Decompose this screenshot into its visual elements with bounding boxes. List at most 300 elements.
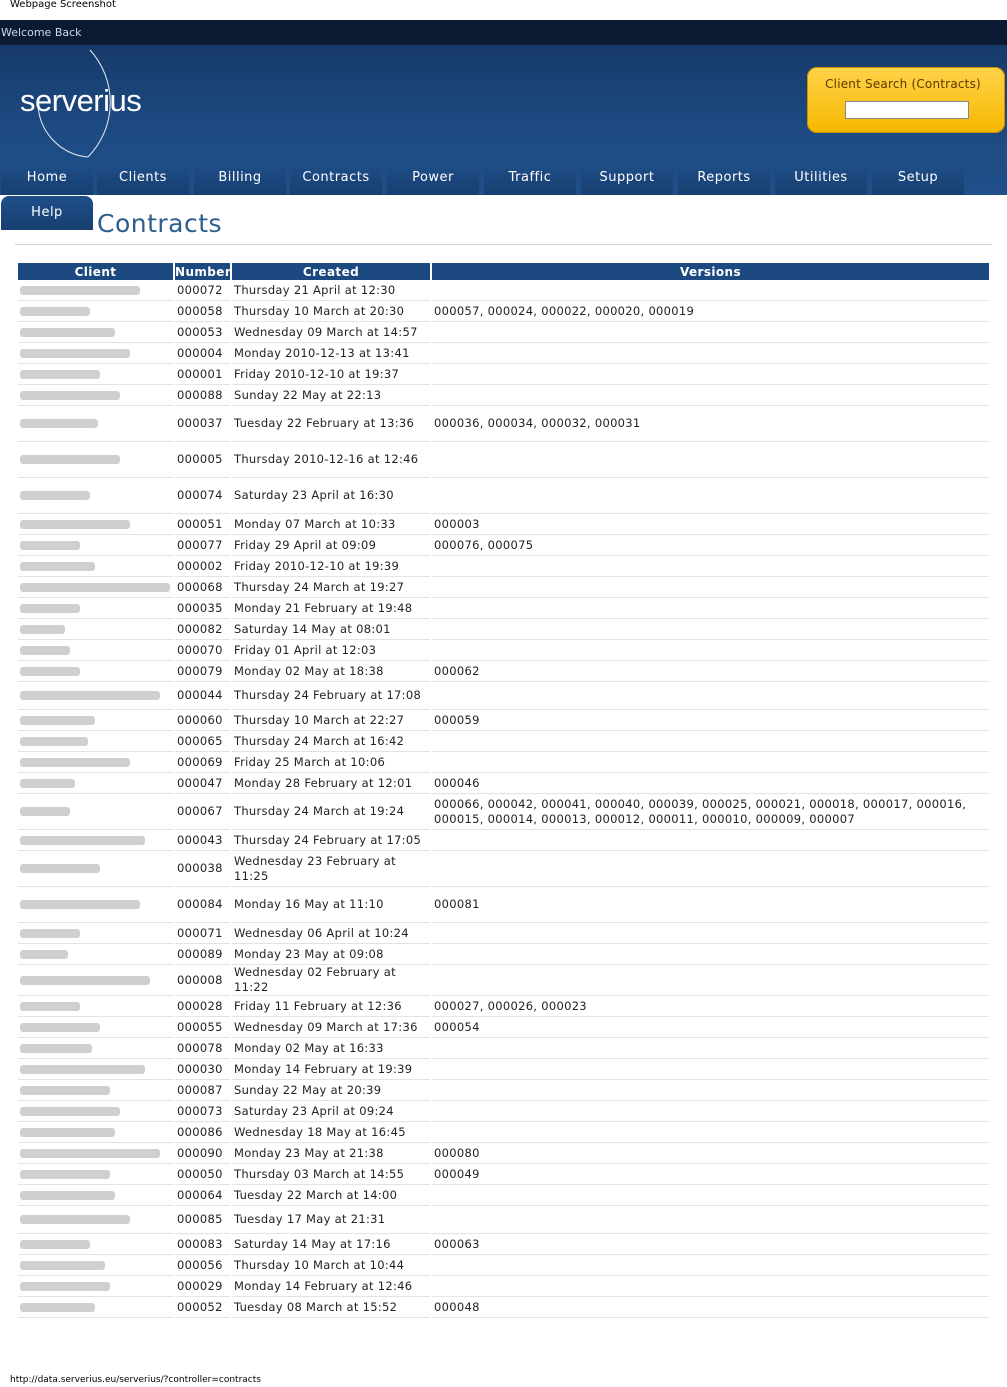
cell-created: Thursday 21 April at 12:30 [232,280,430,301]
table-row[interactable] [18,923,989,944]
cell-versions [432,556,989,577]
cell-versions: 000046 [432,773,989,794]
cell-client[interactable] [18,1122,173,1143]
table-row[interactable] [18,773,989,794]
tab-clients[interactable] [97,161,189,195]
cell-client[interactable] [18,1255,173,1276]
cell-versions [432,1276,989,1297]
cell-client[interactable] [18,752,173,773]
table-row[interactable] [18,965,989,996]
redacted-client-name [20,625,65,634]
cell-created: Friday 11 February at 12:36 [232,996,430,1017]
tab-reports[interactable] [678,161,770,195]
redacted-client-name [20,929,80,938]
cell-client[interactable] [18,478,173,514]
cell-created: Friday 2010-12-10 at 19:39 [232,556,430,577]
cell-versions [432,598,989,619]
cell-client[interactable] [18,794,173,830]
redacted-client-name [20,328,115,337]
redacted-client-name [20,864,100,873]
redacted-client-name [20,1128,115,1137]
table-row[interactable] [18,514,989,535]
cell-versions [432,1080,989,1101]
column-header-versions[interactable]: Versions [432,263,989,280]
cell-number[interactable]: 000037 [175,406,230,442]
cell-client[interactable] [18,1059,173,1080]
redacted-client-name [20,1149,160,1158]
cell-versions [432,280,989,301]
cell-created: Thursday 24 February at 17:05 [232,830,430,851]
cell-number[interactable]: 000002 [175,556,230,577]
cell-created: Saturday 14 May at 17:16 [232,1234,430,1255]
cell-number[interactable]: 000030 [175,1059,230,1080]
redacted-client-name [20,950,68,959]
redacted-client-name [20,604,80,613]
cell-number[interactable]: 000070 [175,640,230,661]
cell-client[interactable] [18,442,173,478]
table-row[interactable] [18,1122,989,1143]
table-row[interactable] [18,640,989,661]
cell-created: Thursday 10 March at 10:44 [232,1255,430,1276]
cell-client[interactable] [18,364,173,385]
cell-versions [432,619,989,640]
cell-client[interactable] [18,1143,173,1164]
tab-label: Traffic [508,170,552,185]
cell-versions [432,1059,989,1080]
cell-created: Monday 02 May at 18:38 [232,661,430,682]
redacted-client-name [20,900,140,909]
cell-versions: 000054 [432,1017,989,1038]
redacted-client-name [20,541,80,550]
cell-created: Saturday 14 May at 08:01 [232,619,430,640]
cell-versions: 000036, 000034, 000032, 000031 [432,406,989,442]
table-row[interactable] [18,406,989,442]
cell-number[interactable]: 000089 [175,944,230,965]
table-row[interactable] [18,385,989,406]
cell-versions [432,1255,989,1276]
table-row[interactable] [18,710,989,731]
cell-versions: 000081 [432,887,989,923]
cell-versions: 000063 [432,1234,989,1255]
cell-client[interactable] [18,773,173,794]
cell-versions: 000062 [432,661,989,682]
cell-created: Wednesday 09 March at 17:36 [232,1017,430,1038]
cell-versions: 000027, 000026, 000023 [432,996,989,1017]
cell-versions [432,944,989,965]
cell-number[interactable]: 000035 [175,598,230,619]
table-row[interactable] [18,1206,989,1234]
cell-number[interactable]: 000072 [175,280,230,301]
cell-created: Tuesday 17 May at 21:31 [232,1206,430,1234]
tab-label: Reports [697,170,751,185]
table-header-row [18,263,989,280]
cell-created: Thursday 10 March at 20:30 [232,301,430,322]
cell-client[interactable] [18,996,173,1017]
cell-client[interactable] [18,322,173,343]
cell-number[interactable]: 000086 [175,1122,230,1143]
redacted-client-name [20,758,130,767]
cell-versions [432,343,989,364]
table-row[interactable] [18,830,989,851]
cell-versions: 000080 [432,1143,989,1164]
redacted-client-name [20,646,70,655]
table-row[interactable] [18,598,989,619]
cell-number[interactable]: 000071 [175,923,230,944]
cell-number[interactable]: 000074 [175,478,230,514]
cell-versions [432,923,989,944]
cell-client[interactable] [18,640,173,661]
table-row[interactable] [18,752,989,773]
tab-label: Clients [119,170,167,185]
client-search-input[interactable] [845,101,969,119]
tab-label: Setup [897,170,939,185]
table-row[interactable] [18,1297,989,1318]
cell-client[interactable] [18,965,173,996]
cell-versions [432,442,989,478]
cell-created: Monday 28 February at 12:01 [232,773,430,794]
cell-number[interactable]: 000044 [175,682,230,710]
cell-versions [432,752,989,773]
cell-client[interactable] [18,1080,173,1101]
cell-created: Wednesday 06 April at 10:24 [232,923,430,944]
cell-number[interactable]: 000055 [175,1017,230,1038]
table-row[interactable] [18,1059,989,1080]
table-row[interactable] [18,1080,989,1101]
table-row[interactable] [18,535,989,556]
serverius-logo[interactable] [0,45,200,165]
table-row[interactable] [18,1185,989,1206]
cell-created: Monday 16 May at 11:10 [232,887,430,923]
redacted-client-name [20,391,120,400]
cell-created: Friday 29 April at 09:09 [232,535,430,556]
cell-client[interactable] [18,1164,173,1185]
cell-created: Thursday 03 March at 14:55 [232,1164,430,1185]
tab-label: Billing [218,170,262,185]
cell-number[interactable]: 000084 [175,887,230,923]
cell-created: Tuesday 22 February at 13:36 [232,406,430,442]
cell-created: Thursday 10 March at 22:27 [232,710,430,731]
redacted-client-name [20,807,70,816]
cell-client[interactable] [18,1297,173,1318]
cell-versions [432,1038,989,1059]
redacted-client-name [20,1215,130,1224]
cell-number[interactable]: 000053 [175,322,230,343]
cell-number[interactable]: 000090 [175,1143,230,1164]
redacted-client-name [20,286,140,295]
cell-number[interactable]: 000077 [175,535,230,556]
redacted-client-name [20,307,90,316]
cell-created: Friday 2010-12-10 at 19:37 [232,364,430,385]
cell-versions [432,322,989,343]
table-row[interactable] [18,343,989,364]
cell-versions: 000049 [432,1164,989,1185]
cell-versions [432,577,989,598]
client-search-label: Client Search (Contracts) [825,77,981,91]
redacted-client-name [20,1191,115,1200]
cell-number[interactable]: 000056 [175,1255,230,1276]
table-row[interactable] [18,301,989,322]
tab-billing[interactable] [194,161,286,195]
cell-created: Wednesday 09 March at 14:57 [232,322,430,343]
table-row[interactable] [18,619,989,640]
cell-client[interactable] [18,343,173,364]
cell-number[interactable]: 000051 [175,514,230,535]
table-row[interactable] [18,478,989,514]
tab-setup[interactable] [872,161,964,195]
table-row[interactable] [18,1017,989,1038]
cell-created: Thursday 2010-12-16 at 12:46 [232,442,430,478]
cell-client[interactable] [18,280,173,301]
cell-created: Monday 2010-12-13 at 13:41 [232,343,430,364]
table-row[interactable] [18,731,989,752]
tab-label: Help [31,205,63,220]
tab-contracts[interactable] [290,161,382,195]
table-row[interactable] [18,682,989,710]
cell-client[interactable] [18,598,173,619]
cell-number[interactable]: 000005 [175,442,230,478]
cell-number[interactable]: 000028 [175,996,230,1017]
welcome-bar [0,20,1007,45]
cell-client[interactable] [18,731,173,752]
cell-client[interactable] [18,923,173,944]
redacted-client-name [20,1261,105,1270]
cell-versions [432,478,989,514]
cell-created: Wednesday 23 February at 11:25 [232,851,430,887]
redacted-client-name [20,691,160,700]
cell-versions [432,830,989,851]
cell-client[interactable] [18,1185,173,1206]
redacted-client-name [20,455,120,464]
cell-created: Friday 25 March at 10:06 [232,752,430,773]
table-row[interactable] [18,996,989,1017]
cell-number[interactable]: 000078 [175,1038,230,1059]
redacted-client-name [20,491,90,500]
redacted-client-name [20,1044,92,1053]
table-row[interactable] [18,794,989,830]
cell-versions [432,851,989,887]
cell-created: Monday 23 May at 21:38 [232,1143,430,1164]
cell-number[interactable]: 000068 [175,577,230,598]
cell-client[interactable] [18,1276,173,1297]
tab-home[interactable] [1,161,93,195]
redacted-client-name [20,667,80,676]
cell-versions [432,965,989,996]
welcome-text: Welcome Back [1,26,82,39]
cell-client[interactable] [18,514,173,535]
redacted-client-name [20,1107,120,1116]
cell-versions: 000076, 000075 [432,535,989,556]
cell-created: Monday 02 May at 16:33 [232,1038,430,1059]
cell-versions [432,364,989,385]
tab-label: Power [412,170,454,185]
table-row[interactable] [18,280,989,301]
cell-client[interactable] [18,577,173,598]
tab-traffic[interactable] [484,161,576,195]
redacted-client-name [20,562,95,571]
cell-client[interactable] [18,1038,173,1059]
cell-created: Sunday 22 May at 22:13 [232,385,430,406]
table-row[interactable] [18,1234,989,1255]
cell-created: Tuesday 22 March at 14:00 [232,1185,430,1206]
cell-created: Thursday 24 March at 16:42 [232,731,430,752]
cell-versions [432,682,989,710]
cell-versions: 000066, 000042, 000041, 000040, 000039, 000025, 000021, 000018, 000017, 000016, 000015, 000014, 000013, 000012, 000011, 000010, 000009, 000007 [432,794,989,830]
table-row[interactable] [18,1143,989,1164]
cell-number[interactable]: 000073 [175,1101,230,1122]
cell-created: Sunday 22 May at 20:39 [232,1080,430,1101]
table-row[interactable] [18,577,989,598]
redacted-client-name [20,737,88,746]
table-row[interactable] [18,322,989,343]
cell-client[interactable] [18,944,173,965]
cell-versions [432,1185,989,1206]
cell-client[interactable] [18,710,173,731]
cell-client[interactable] [18,830,173,851]
cell-number[interactable]: 000079 [175,661,230,682]
cell-client[interactable] [18,851,173,887]
cell-client[interactable] [18,1206,173,1234]
tab-power[interactable] [387,161,479,195]
cell-versions [432,1206,989,1234]
redacted-client-name [20,1086,110,1095]
page-title: Contracts [97,209,223,238]
cell-number[interactable]: 000064 [175,1185,230,1206]
tab-help[interactable] [1,196,93,230]
cell-client[interactable] [18,385,173,406]
cell-number[interactable]: 000029 [175,1276,230,1297]
table-row[interactable] [18,442,989,478]
column-header-client[interactable]: Client [18,263,173,280]
redacted-client-name [20,1023,100,1032]
redacted-client-name [20,370,100,379]
redacted-client-name [20,1303,95,1312]
table-row[interactable] [18,556,989,577]
cell-versions: 000057, 000024, 000022, 000020, 000019 [432,301,989,322]
redacted-client-name [20,1170,110,1179]
tab-support[interactable] [581,161,673,195]
cell-number[interactable]: 000058 [175,301,230,322]
redacted-client-name [20,583,170,592]
table-row[interactable] [18,851,989,887]
cell-client[interactable] [18,682,173,710]
redacted-client-name [20,419,98,428]
tab-label: Home [26,170,68,185]
cell-number[interactable]: 000087 [175,1080,230,1101]
cell-versions: 000059 [432,710,989,731]
table-row[interactable] [18,1276,989,1297]
table-row[interactable] [18,661,989,682]
table-row[interactable] [18,887,989,923]
heading-divider [15,244,992,245]
cell-client[interactable] [18,406,173,442]
logo-text: serverius [20,83,142,118]
cell-created: Monday 14 February at 12:46 [232,1276,430,1297]
column-header-created[interactable]: Created [232,263,430,280]
cell-number[interactable]: 000043 [175,830,230,851]
cell-created: Monday 23 May at 09:08 [232,944,430,965]
table-body [18,280,989,1318]
redacted-client-name [20,520,130,529]
cell-number[interactable]: 000050 [175,1164,230,1185]
cell-versions [432,1101,989,1122]
redacted-client-name [20,1240,90,1249]
cell-created: Monday 14 February at 19:39 [232,1059,430,1080]
contracts-table [16,263,991,1318]
redacted-client-name [20,836,145,845]
client-search-panel [807,67,1005,133]
cell-created: Thursday 24 March at 19:24 [232,794,430,830]
cell-number[interactable]: 000052 [175,1297,230,1318]
table-row[interactable] [18,944,989,965]
cell-number[interactable]: 000060 [175,710,230,731]
cell-client[interactable] [18,1101,173,1122]
cell-number[interactable]: 000001 [175,364,230,385]
redacted-client-name [20,976,150,985]
cell-versions: 000003 [432,514,989,535]
cell-client[interactable] [18,887,173,923]
cell-number[interactable]: 000004 [175,343,230,364]
tab-label: Utilities [794,170,848,185]
cell-client[interactable] [18,556,173,577]
table-row[interactable] [18,1255,989,1276]
cell-number[interactable]: 000008 [175,965,230,996]
column-header-number[interactable]: Number [175,264,232,279]
cell-number[interactable]: 000069 [175,752,230,773]
cell-created: Wednesday 02 February at 11:22 [232,965,430,996]
cell-versions: 000048 [432,1297,989,1318]
cell-client[interactable] [18,301,173,322]
redacted-client-name [20,779,75,788]
cell-number[interactable]: 000085 [175,1206,230,1234]
cell-created: Monday 07 March at 10:33 [232,514,430,535]
cell-versions [432,1122,989,1143]
table-row[interactable] [18,1038,989,1059]
table-row[interactable] [18,1101,989,1122]
cell-client[interactable] [18,619,173,640]
cell-created: Tuesday 08 March at 15:52 [232,1297,430,1318]
cell-created: Saturday 23 April at 09:24 [232,1101,430,1122]
cell-versions [432,385,989,406]
table-row[interactable] [18,1164,989,1185]
cell-number[interactable]: 000067 [175,794,230,830]
cell-client[interactable] [18,661,173,682]
cell-created: Saturday 23 April at 16:30 [232,478,430,514]
cell-number[interactable]: 000088 [175,385,230,406]
capture-url: http://data.serverius.eu/serverius/?controller=contracts [10,1375,261,1385]
table-row[interactable] [18,364,989,385]
cell-client[interactable] [18,1017,173,1038]
tab-label: Contracts [302,170,370,185]
cell-client[interactable] [18,535,173,556]
cell-number[interactable]: 000065 [175,731,230,752]
redacted-client-name [20,1282,110,1291]
redacted-client-name [20,716,95,725]
cell-client[interactable] [18,1234,173,1255]
cell-number[interactable]: 000083 [175,1234,230,1255]
redacted-client-name [20,1065,145,1074]
redacted-client-name [20,349,130,358]
redacted-client-name [20,1002,80,1011]
cell-created: Wednesday 18 May at 16:45 [232,1122,430,1143]
cell-versions [432,731,989,752]
cell-versions [432,640,989,661]
capture-title: Webpage Screenshot [10,0,116,10]
cell-number[interactable]: 000082 [175,619,230,640]
cell-number[interactable]: 000047 [175,773,230,794]
cell-created: Monday 21 February at 19:48 [232,598,430,619]
cell-number[interactable]: 000038 [175,851,230,887]
tab-utilities[interactable] [775,161,867,195]
